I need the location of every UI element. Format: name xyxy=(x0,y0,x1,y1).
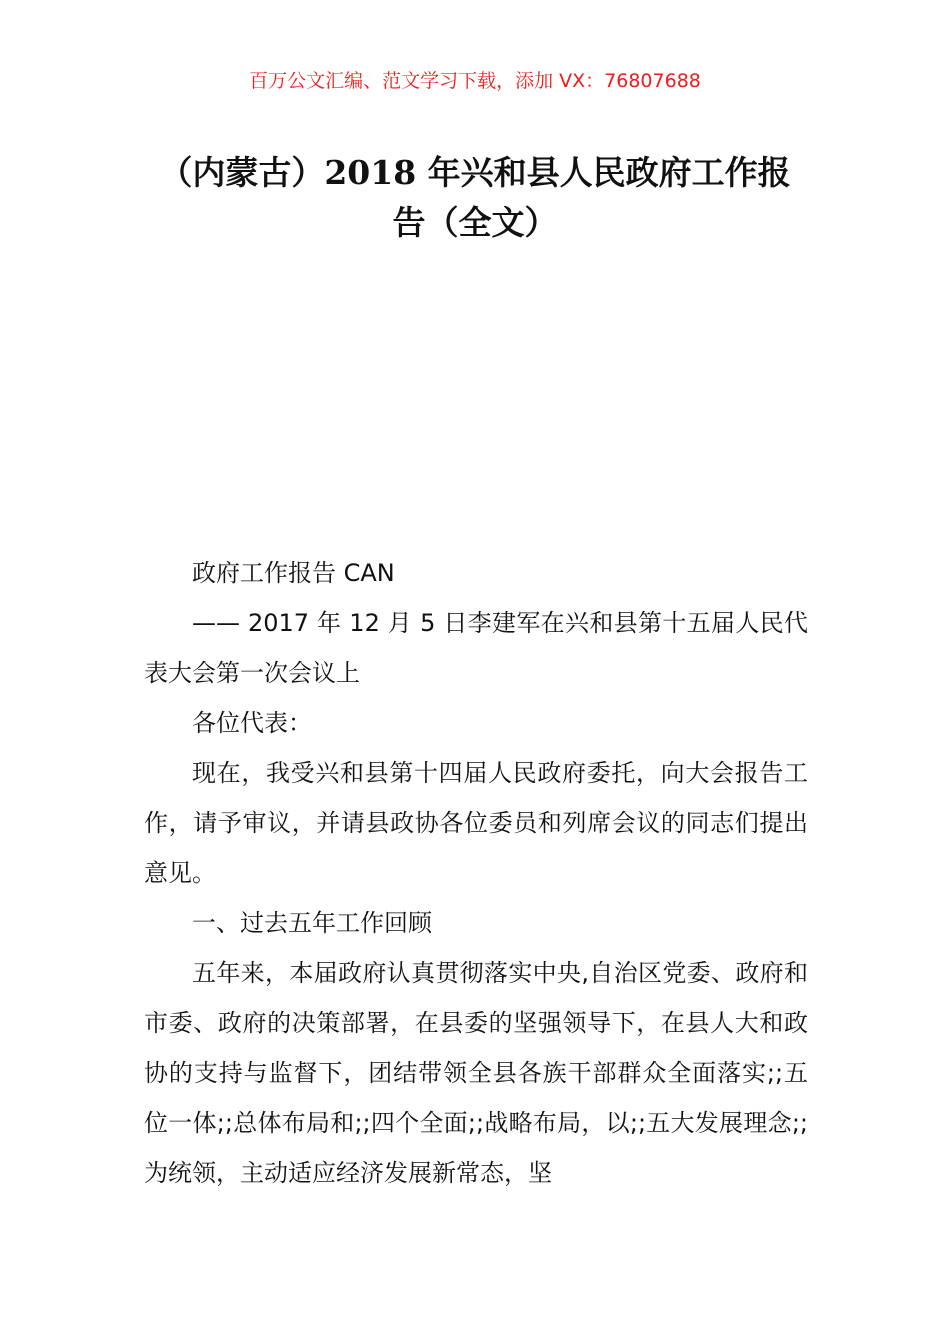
title-line-2: 告（全文） xyxy=(392,203,558,242)
document-title xyxy=(130,148,820,248)
promo-banner: 百万公文汇编、范文学习下载，添加 VX：76807688 xyxy=(249,70,701,92)
document-body xyxy=(144,548,808,1198)
section-heading: 一、过去五年工作回顾 xyxy=(192,909,432,937)
paragraph-review: 五年来，本届政府认真贯彻落实中央,自治区党委、政府和市委、政府的决策部署，在县委的坚强领导下，在县人大和政协的支持与监督下，团结带领全县各族干部群众全面落实;;五位一体;;总体布局和;;四个全面;;战略布局，以;;五大发展理念;;为统领，主动适应经济发展新常态，坚 xyxy=(144,959,808,1187)
paragraph-speaker-line: —— 2017 年 12 月 5 日李建军在兴和县第十五届人民代表大会第一次会议上 xyxy=(144,609,808,687)
paragraph-report-label: 政府工作报告 CAN xyxy=(192,559,395,587)
title-line-1: （内蒙古）2018 年兴和县人民政府工作报 xyxy=(159,153,791,192)
paragraph-intro: 现在，我受兴和县第十四届人民政府委托，向大会报告工作，请予审议，并请县政协各位委员和列席会议的同志们提出意见。 xyxy=(144,759,808,887)
paragraph-salutation: 各位代表： xyxy=(192,709,312,737)
